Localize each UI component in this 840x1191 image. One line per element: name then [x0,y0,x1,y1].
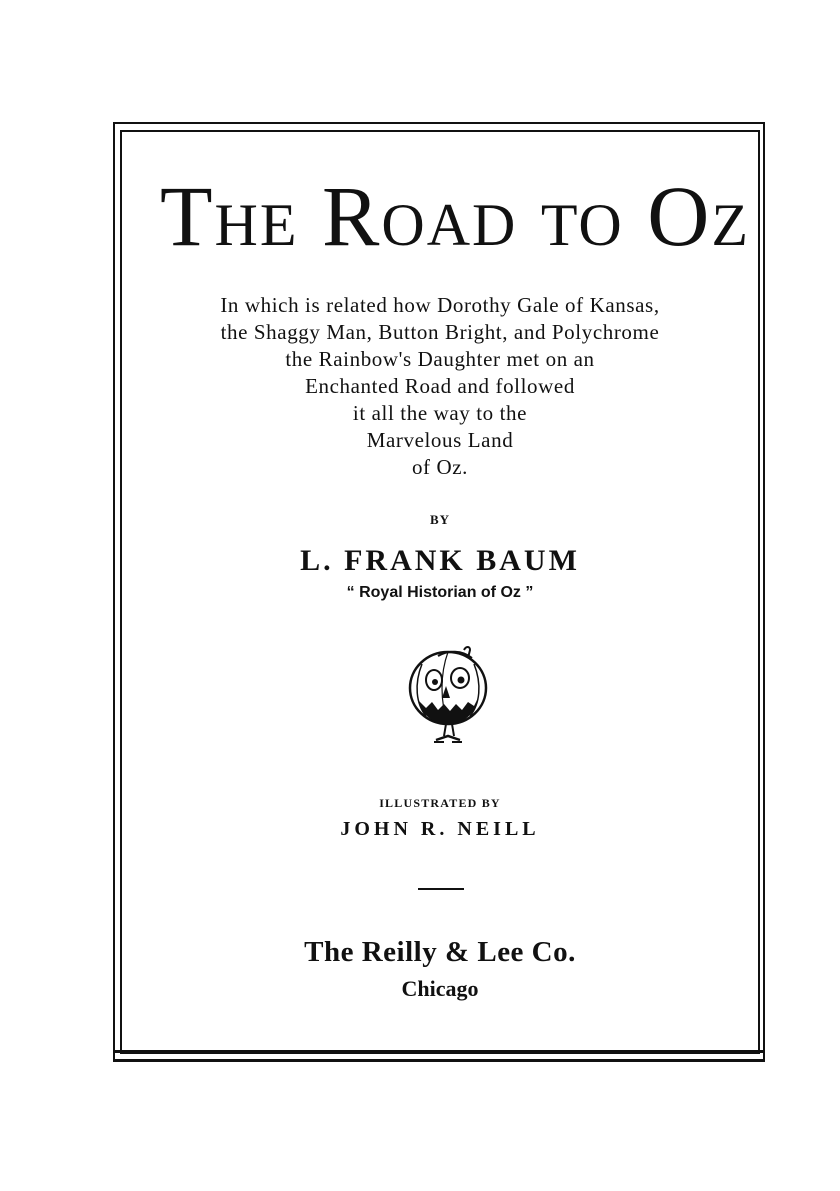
description-line: it all the way to the [352,401,528,425]
description-line: In which is related how Dorothy Gale of Kansas, [220,293,660,317]
author-subtitle: “ Royal Historian of Oz ” [346,584,534,601]
page-border-bottom [113,1050,765,1062]
description-line: of Oz. [411,455,469,479]
description-line: the Rainbow's Daughter met on an [285,347,595,371]
description-line: Enchanted Road and followed [305,374,575,398]
jack-pumpkinhead-emblem-icon [404,644,492,748]
publisher-name: The Reilly & Lee Co. [304,936,576,968]
divider-rule [418,888,464,890]
book-title: The Road to Oz [160,168,751,264]
description-line: Marvelous Land [366,428,514,452]
author-name: L. FRANK BAUM [300,544,580,577]
description-line: the Shaggy Man, Button Bright, and Polychrome [220,320,660,344]
illustrator-name: JOHN R. NEILL [340,818,540,840]
book-description [150,292,730,481]
illustrated-by-label: ILLUSTRATED BY [379,796,501,810]
publisher-city: Chicago [401,976,479,1001]
by-label: BY [429,512,451,527]
